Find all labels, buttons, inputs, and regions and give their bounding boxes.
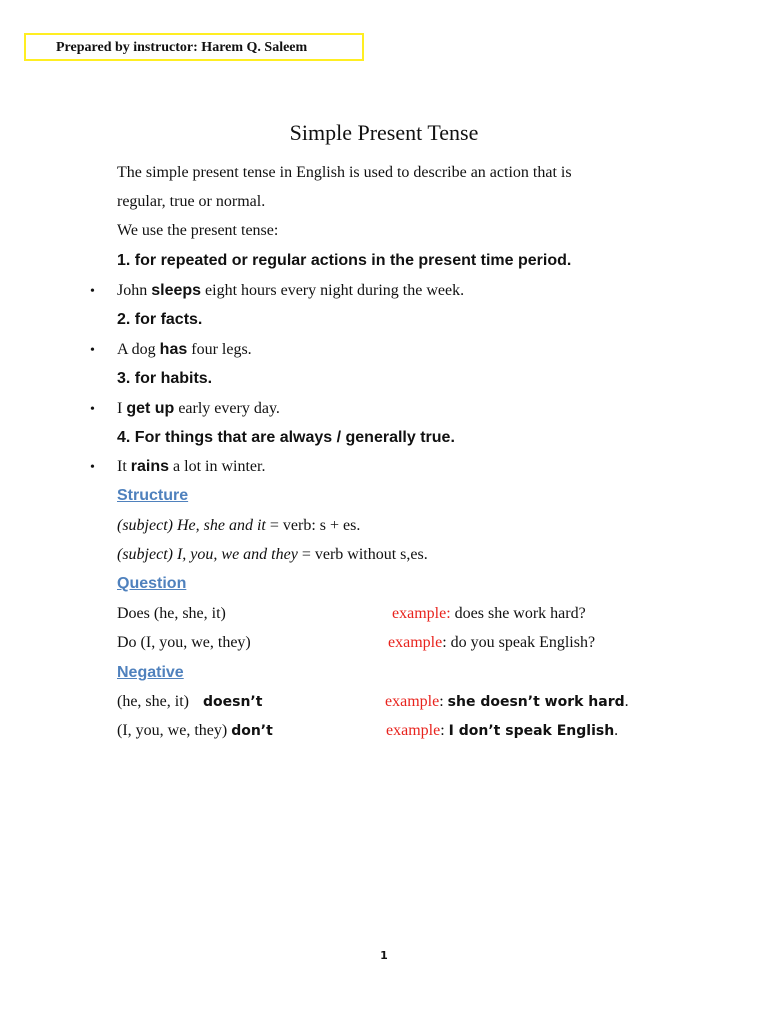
example-verb: rains [130, 458, 170, 475]
question-form-1: Does (he, she, it) [117, 605, 226, 622]
bullet-4: • [90, 460, 95, 475]
example-verb: has [159, 341, 188, 358]
example-verb: sleeps [151, 282, 202, 299]
negative-example-1 [385, 693, 629, 711]
structure-line-2 [117, 546, 428, 564]
structure-rest-1: = verb: s + es. [265, 517, 361, 534]
bullet-3: • [90, 402, 95, 417]
example-pre: A dog [117, 341, 160, 358]
example-text: : do you speak English? [442, 634, 596, 651]
page-title: Simple Present Tense [289, 120, 479, 145]
example-end: . [624, 693, 629, 710]
use-heading-2: 2. for facts. [117, 311, 203, 328]
example-label: example [388, 634, 443, 651]
example-post: eight hours every night during the week. [201, 282, 465, 299]
use-heading-4: 4. For things that are always / generally true. [117, 429, 455, 446]
example-label: example [386, 722, 441, 739]
structure-subject-1: (subject) He, she and it [117, 517, 266, 534]
structure-rest-2: = verb without s,es. [297, 546, 428, 563]
negative-subject: (he, she, it) [117, 693, 189, 710]
use-example-4 [117, 458, 265, 476]
example-end: . [614, 722, 619, 739]
use-example-3 [117, 400, 280, 418]
question-example-2 [388, 634, 595, 652]
example-colon: : [439, 693, 448, 710]
use-heading-3: 3. for habits. [117, 370, 213, 387]
example-post: four legs. [187, 341, 252, 358]
negative-subject: (I, you, we, they) [117, 722, 232, 739]
use-example-2 [117, 341, 252, 359]
use-example-1 [117, 282, 464, 300]
example-text: I don’t speak English [448, 723, 615, 739]
example-label: example [385, 693, 440, 710]
example-label: example: [392, 605, 451, 622]
example-pre: John [117, 282, 152, 299]
intro-line-3: We use the present tense: [117, 222, 279, 239]
example-pre: It [117, 458, 131, 475]
example-text: she doesn’t work hard [447, 694, 625, 710]
negative-form-2 [117, 722, 273, 740]
negative-aux: don’t [231, 723, 273, 739]
negative-heading: Negative [117, 664, 184, 681]
intro-line-1: The simple present tense in English is used to describe an action that is [117, 164, 572, 181]
example-colon: : [440, 722, 449, 739]
intro-line-2: regular, true or normal. [117, 193, 266, 210]
structure-line-1 [117, 517, 360, 535]
negative-aux: doesn’t [202, 694, 263, 710]
example-post: a lot in winter. [169, 458, 266, 475]
bullet-2: • [90, 343, 95, 358]
question-heading: Question [117, 575, 187, 592]
prepared-by-text: Prepared by instructor: Harem Q. Saleem [56, 40, 308, 55]
example-verb: get up [126, 400, 175, 417]
use-heading-1: 1. for repeated or regular actions in the present time period. [117, 252, 572, 269]
negative-example-2 [386, 722, 618, 740]
example-pre: I [117, 400, 127, 417]
question-example-1 [392, 605, 586, 623]
page-number: 1 [380, 949, 388, 962]
question-form-2: Do (I, you, we, they) [117, 634, 251, 651]
bullet-1: • [90, 284, 95, 299]
structure-heading: Structure [117, 487, 189, 504]
example-text: does she work hard? [450, 605, 586, 622]
structure-subject-2: (subject) I, you, we and they [117, 546, 298, 563]
example-post: early every day. [174, 400, 280, 417]
negative-form-1 [117, 693, 262, 711]
